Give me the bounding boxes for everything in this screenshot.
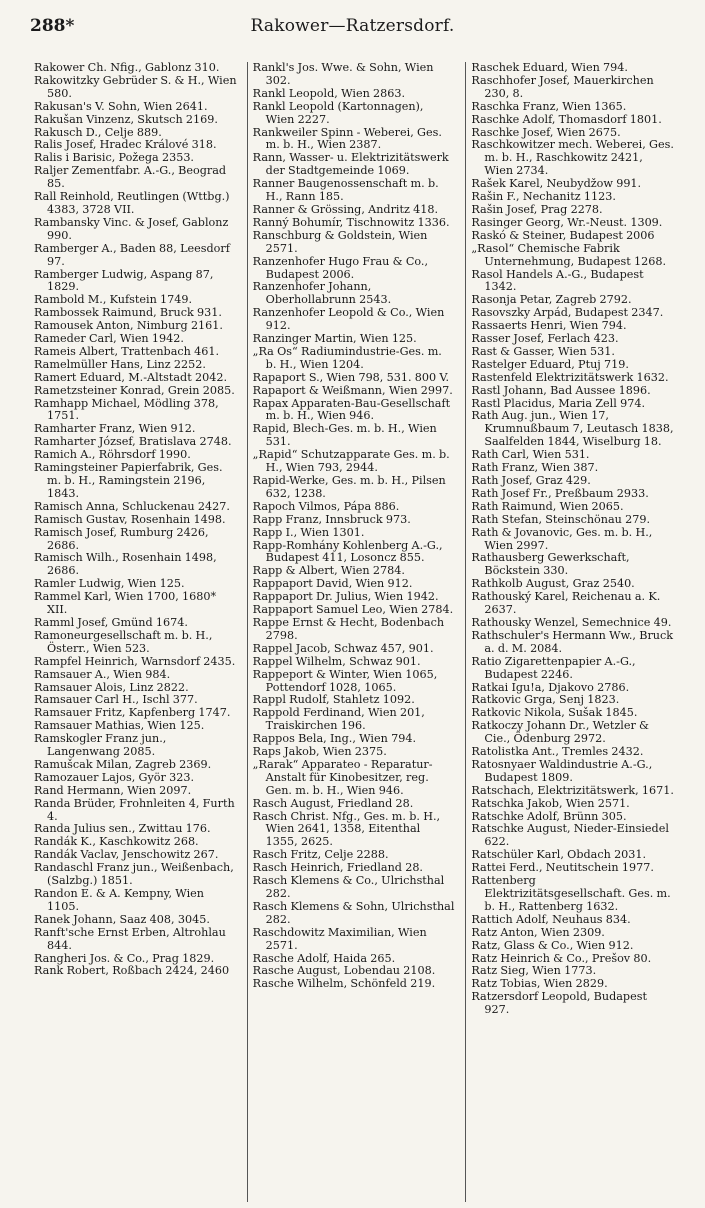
directory-entry: Rapp I., Wien 1301. (252, 525, 365, 539)
directory-entry: Rast & Gasser, Wien 531. (471, 344, 615, 358)
directory-entry: Rankl Leopold, Wien 2863. (252, 86, 406, 100)
directory-entry: Rathausberg Gewerkschaft, Böckstein 330. (471, 551, 630, 578)
directory-entry: Rapaport & Weißmann, Wien 2997. (252, 383, 453, 397)
directory-entry: Ramisch Josef, Rumburg 2426, 2686. (34, 525, 209, 552)
directory-entry: Rappl Rudolf, Stahletz 1092. (252, 693, 415, 707)
directory-entry: Raschka Franz, Wien 1365. (471, 99, 627, 113)
directory-entry: Rappel Wilhelm, Schwaz 901. (252, 654, 421, 668)
directory-entry: Rasch Klemens & Co., Ulrichsthal 282. (252, 874, 445, 900)
page-number: 288* (30, 16, 75, 36)
directory-entry: Ratz Tobias, Wien 2829. (471, 977, 608, 991)
directory-entry: Rappold Ferdinand, Wien 201, Traiskirchen 196. (252, 706, 425, 733)
directory-entry: Rakusan's V. Sohn, Wien 2641. (34, 99, 208, 113)
directory-entry: Rappeport & Winter, Wien 1065, Pottendorf 1028, 1065. (252, 667, 438, 694)
directory-entry: Rath Raimund, Wien 2065. (471, 499, 624, 513)
directory-entry: Ramousek Anton, Nimburg 2161. (34, 319, 223, 333)
directory-entry: Rakower Ch. Nfig., Gablonz 310. (34, 62, 220, 74)
directory-entry: Randa Brüder, Frohnleiten 4, Furth 4. (34, 796, 235, 823)
directory-entry: Rakušan Vinzenz, Skutsch 2169. (34, 112, 218, 126)
directory-entry: Ramelmüller Hans, Linz 2252. (34, 357, 206, 371)
directory-entry: Rastl Johann, Bad Aussee 1896. (471, 383, 651, 397)
directory-entry: Rasser Josef, Ferlach 423. (471, 332, 619, 346)
directory-entry: Ratschach, Elektrizitätswerk, 1671. (471, 783, 674, 797)
directory-entry: Ratzersdorf Leopold, Budapest 927. (471, 990, 647, 1017)
directory-entry: Rammel Karl, Wien 1700, 1680* XII. (34, 590, 217, 617)
directory-entry: Rastelger Eduard, Ptuj 719. (471, 357, 629, 371)
directory-entry: Rath Franz, Wien 387. (471, 461, 599, 475)
page-header (0, 16, 705, 44)
directory-entry: Ramsauer Alois, Linz 2822. (34, 680, 189, 694)
directory-entry: Raljer Zementfabr. A.-G., Beograd 85. (34, 164, 227, 191)
directory-entry: Rankl Leopold (Kartonnagen), Wien 2227. (252, 99, 424, 126)
directory-entry: Ramisch Wilh., Rosenhain 1498, 2686. (34, 551, 217, 578)
directory-entry: Rasch Klemens & Sohn, Ulrichsthal 282. (252, 899, 455, 926)
directory-entry: Ratosnyaer Waldindustrie A.-G., Budapest 1809. (471, 757, 653, 784)
column-middle (247, 62, 456, 1202)
directory-entry: Rand Hermann, Wien 2097. (34, 783, 192, 797)
directory-entry: Rastenfeld Elektrizitätswerk 1632. (471, 370, 669, 384)
directory-entry: Rankl's Jos. Wwe. & Sohn, Wien 302. (252, 62, 434, 87)
directory-entry: Ranzenhofer Leopold & Co., Wien 912. (252, 306, 445, 333)
directory-entry: Rapoch Vilmos, Pápa 886. (252, 499, 400, 513)
directory-entry: Rattenberg Elektrizitätsgesellschaft. Ges. m. b. H., Rattenberg 1632. (471, 874, 671, 913)
directory-entry: Ramberger Ludwig, Aspang 87, 1829. (34, 267, 214, 294)
directory-entry: Rathouský Karel, Reichenau a. K. 2637. (471, 590, 661, 617)
directory-entry: Ramsauer Mathias, Wien 125. (34, 719, 205, 733)
directory-entry: Rampfel Heinrich, Warnsdorf 2435. (34, 654, 236, 668)
directory-entry: Ranek Johann, Saaz 408, 3045. (34, 912, 210, 926)
directory-entry: Ratz Sieg, Wien 1773. (471, 964, 597, 978)
directory-entry: Rappos Bela, Ing., Wien 794. (252, 732, 417, 746)
directory-entry: Rattich Adolf, Neuhaus 834. (471, 912, 631, 926)
directory-entry: Ramharter József, Bratislava 2748. (34, 435, 232, 449)
directory-entry: Randák Vaclav, Jenschowitz 267. (34, 848, 219, 862)
directory-entry: Rattei Ferd., Neutitschein 1977. (471, 861, 654, 875)
directory-entry: Ratschke Adolf, Brünn 305. (471, 809, 627, 823)
directory-entry: Rankweiler Spinn - Weberei, Ges. m. b. H., Wien 2387. (252, 125, 442, 152)
directory-entry: Raschdowitz Maximilian, Wien 2571. (252, 925, 427, 952)
directory-entry: Ranzinger Martin, Wien 125. (252, 332, 417, 346)
directory-entry: Raschke Josef, Wien 2675. (471, 125, 621, 139)
directory-entry: Ramsauer A., Wien 984. (34, 667, 171, 681)
directory-entry: Raschkowitzer mech. Weberei, Ges. m. b. H., Raschkowitz 2421, Wien 2734. (471, 138, 674, 178)
directory-entry: Rasch Heinrich, Friedland 28. (252, 861, 423, 875)
directory-entry: Rath Josef Fr., Preßbaum 2933. (471, 486, 649, 500)
directory-entry: Randa Julius sen., Zwittau 176. (34, 822, 211, 836)
running-title: Rakower—Ratzersdorf. (250, 16, 455, 36)
directory-entry: Rappe Ernst & Hecht, Bodenbach 2798. (252, 615, 445, 642)
directory-entry: Rappel Jacob, Schwaz 457, 901. (252, 641, 434, 655)
directory-entry: Ramler Ludwig, Wien 125. (34, 577, 185, 591)
directory-entry: Ramisch Anna, Schluckenau 2427. (34, 499, 230, 513)
directory-entry: Randák K., Kaschkowitz 268. (34, 835, 199, 849)
directory-entry: Rann, Wasser- u. Elektrizitätswerk der Stadtgemeinde 1069. (252, 151, 449, 178)
directory-entry: Rapp Franz, Innsbruck 973. (252, 512, 411, 526)
directory-entry: Rapaport S., Wien 798, 531. 800 V. (252, 370, 450, 384)
directory-entry: Ratkovic Grga, Senj 1823. (471, 693, 620, 707)
directory-entry: Ratkai Igu!a, Djakovo 2786. (471, 680, 630, 694)
directory-entry: Rathschuler's Hermann Ww., Bruck a. d. M. 2084. (471, 628, 674, 655)
directory-entry: Ranný Bohumír, Tischnowitz 1336. (252, 215, 450, 229)
directory-entry: Rasinger Georg, Wr.-Neust. 1309. (471, 215, 663, 229)
directory-entry: Ralis i Barisic, Požega 2353. (34, 151, 194, 165)
directory-entry: „Rarak“ Apparateo - Reparatur-Anstalt für Kinobesitzer, reg. Gen. m. b. H., Wien 946. (252, 757, 433, 797)
directory-entry: Ratolistka Ant., Tremles 2432. (471, 745, 644, 759)
directory-entry: Ratz Anton, Wien 2309. (471, 925, 605, 939)
directory-entry: Ratio Zigarettenpapier A.-G., Budapest 2246. (471, 654, 636, 681)
directory-entry: Ramušcak Milan, Zagreb 2369. (34, 757, 212, 771)
directory-entry: Raps Jakob, Wien 2375. (252, 745, 387, 759)
column-left (34, 62, 237, 1202)
directory-entry: Ramsauer Carl H., Ischl 377. (34, 693, 198, 707)
directory-entry: Rall Reinhold, Reutlingen (Wttbg.) 4383, 3728 VII. (34, 190, 230, 216)
directory-entry: „Rasol“ Chemische Fabrik Unternehmung, Budapest 1268. (471, 241, 667, 268)
directory-entry: Ratkovic Nikola, Sušak 1845. (471, 706, 638, 720)
directory-entry: Ramharter Franz, Wien 912. (34, 422, 196, 436)
directory-entry: Rasch Christ. Nfg., Ges. m. b. H., Wien 2641, 1358, Eitenthal 1355, 2625. (252, 809, 441, 849)
directory-entry: Rašin Josef, Prag 2278. (471, 202, 603, 216)
directory-entry: Raschek Eduard, Wien 794. (471, 62, 628, 74)
directory-entry: Ratschke August, Nieder-Einsiedel 622. (471, 822, 669, 849)
directory-entry: Ramingsteiner Papierfabrik, Ges. m. b. H., Ramingstein 2196, 1843. (34, 461, 223, 500)
directory-entry: Rapax Apparaten-Bau-Gesellschaft m. b. H., Wien 946. (252, 396, 451, 423)
directory-entry: Ramhapp Michael, Mödling 378, 1751. (34, 396, 219, 423)
directory-entry: Ratz Heinrich & Co., Prešov 80. (471, 951, 652, 965)
directory-entry: Rathkolb August, Graz 2540. (471, 577, 635, 591)
directory-entry: Rath Aug. jun., Wien 17, Krumnußbaum 7, Leutasch 1838, Saalfelden 1844, Wiselburg 18. (471, 409, 674, 449)
directory-entry: „Rapid“ Schutzapparate Ges. m. b. H., Wien 793, 2944. (252, 448, 450, 475)
directory-entry: Rapp-Romhány Kohlenberg A.-G., Budapest 411, Losoncz 855. (252, 538, 443, 565)
directory-entry: Rathousky Wenzel, Semechnice 49. (471, 615, 672, 629)
directory-entry: Rapid-Werke, Ges. m. b. H., Pilsen 632, 1238. (252, 474, 446, 500)
directory-entry: Rath Stefan, Steinschönau 279. (471, 512, 651, 526)
directory-entry: Rangheri Jos. & Co., Prag 1829. (34, 951, 215, 965)
directory-entry: Rasovszky Arpád, Budapest 2347. (471, 306, 664, 320)
directory-entry: Rappaport David, Wien 912. (252, 577, 413, 591)
directory-entry: Rappaport Dr. Julius, Wien 1942. (252, 590, 439, 604)
directory-entry: Rambansky Vinc. & Josef, Gablonz 990. (34, 215, 229, 242)
directory-entry: Rameder Carl, Wien 1942. (34, 332, 184, 346)
directory-entry: Rašin F., Nechanitz 1123. (471, 190, 616, 204)
directory-entry: Rastl Placidus, Maria Zell 974. (471, 396, 645, 410)
directory-entry: Raschhofer Josef, Mauerkirchen 230, 8. (471, 73, 654, 100)
directory-entry: Rametzsteiner Konrad, Grein 2085. (34, 383, 235, 397)
directory-entry: Ramskogler Franz jun., Langenwang 2085. (34, 732, 167, 759)
directory-entry: Ranzenhofer Hugo Frau & Co., Budapest 2006. (252, 254, 429, 281)
directory-entry: Raschke Adolf, Thomasdorf 1801. (471, 112, 662, 126)
directory-entry: Ratz, Glass & Co., Wien 912. (471, 938, 634, 952)
directory-entry: Ramoneurgesellschaft m. b. H., Österr., Wien 523. (34, 628, 213, 655)
directory-entry: Ratkoczy Johann Dr., Wetzler & Cie., Ödenburg 2972. (471, 719, 650, 746)
directory-entry: Ranft'sche Ernst Erben, Altrohlau 844. (34, 925, 226, 952)
column-right (465, 62, 674, 1202)
directory-entry: Rasche Adolf, Haida 265. (252, 951, 396, 965)
directory-entry: Randon E. & A. Kempny, Wien 1105. (34, 887, 205, 913)
directory-entry: Rasche Wilhelm, Schönfeld 219. (252, 977, 436, 991)
directory-entry: Rašek Karel, Neubydžow 991. (471, 177, 642, 191)
directory-entry: Ramberger A., Baden 88, Leesdorf 97. (34, 241, 230, 268)
directory-entry: Rank Robert, Roßbach 2424, 2460 (34, 964, 230, 978)
directory-entry: Ratschka Jakob, Wien 2571. (471, 796, 630, 810)
directory-entry: Rappaport Samuel Leo, Wien 2784. (252, 603, 454, 617)
entry-columns (34, 62, 674, 1202)
directory-entry: Rameis Albert, Trattenbach 461. (34, 344, 220, 358)
directory-entry: Rassaerts Henri, Wien 794. (471, 319, 627, 333)
directory-entry: Ramich A., Röhrsdorf 1990. (34, 448, 191, 462)
directory-entry: Rapid, Blech-Ges. m. b. H., Wien 531. (252, 422, 437, 449)
directory-entry: Ramml Josef, Gmünd 1674. (34, 615, 188, 629)
directory-entry: Rath Josef, Graz 429. (471, 474, 591, 487)
directory-entry: Ranschburg & Goldstein, Wien 2571. (252, 228, 428, 255)
directory-entry: Rath & Jovanovic, Ges. m. b. H., Wien 2997. (471, 525, 653, 552)
directory-entry: Rakowitzky Gebrüder S. & H., Wien 580. (34, 73, 237, 100)
directory-entry: Ramert Eduard, M.-Altstadt 2042. (34, 370, 227, 384)
directory-entry: Rath Carl, Wien 531. (471, 448, 590, 462)
directory-entry: Rapp & Albert, Wien 2784. (252, 564, 405, 578)
directory-entry: Raskó & Steiner, Budapest 2006 (471, 228, 655, 242)
directory-entry: Randaschl Franz jun., Weißenbach, (Salzbg.) 1851. (34, 861, 234, 888)
directory-entry: Ramisch Gustav, Rosenhain 1498. (34, 512, 226, 526)
directory-entry: Rasol Handels A.-G., Budapest 1342. (471, 267, 644, 294)
directory-entry: Ranner Baugenossenschaft m. b. H., Rann 185. (252, 177, 439, 204)
directory-entry: Ranzenhofer Johann, Oberhollabrunn 2543. (252, 280, 392, 307)
directory-entry: Rambold M., Kufstein 1749. (34, 293, 193, 307)
directory-entry: Rambossek Raimund, Bruck 931. (34, 306, 222, 320)
directory-entry: Rasch August, Friedland 28. (252, 796, 414, 810)
directory-entry: Ralis Josef, Hradec Králové 318. (34, 138, 217, 152)
directory-entry: Rasche August, Lobendau 2108. (252, 964, 436, 978)
directory-entry: Ranner & Grössing, Andritz 418. (252, 202, 439, 216)
directory-entry: Ramsauer Fritz, Kapfenberg 1747. (34, 706, 231, 720)
directory-entry: „Ra Os“ Radiumindustrie-Ges. m. b. H., Wien 1204. (252, 344, 442, 371)
directory-entry: Rasonja Petar, Zagreb 2792. (471, 293, 632, 307)
directory-entry: Rakusch D., Celje 889. (34, 125, 162, 139)
directory-entry: Ramozauer Lajos, Györ 323. (34, 770, 195, 784)
directory-entry: Ratschüler Karl, Obdach 2031. (471, 848, 647, 862)
directory-entry: Rasch Fritz, Celje 2288. (252, 848, 389, 862)
